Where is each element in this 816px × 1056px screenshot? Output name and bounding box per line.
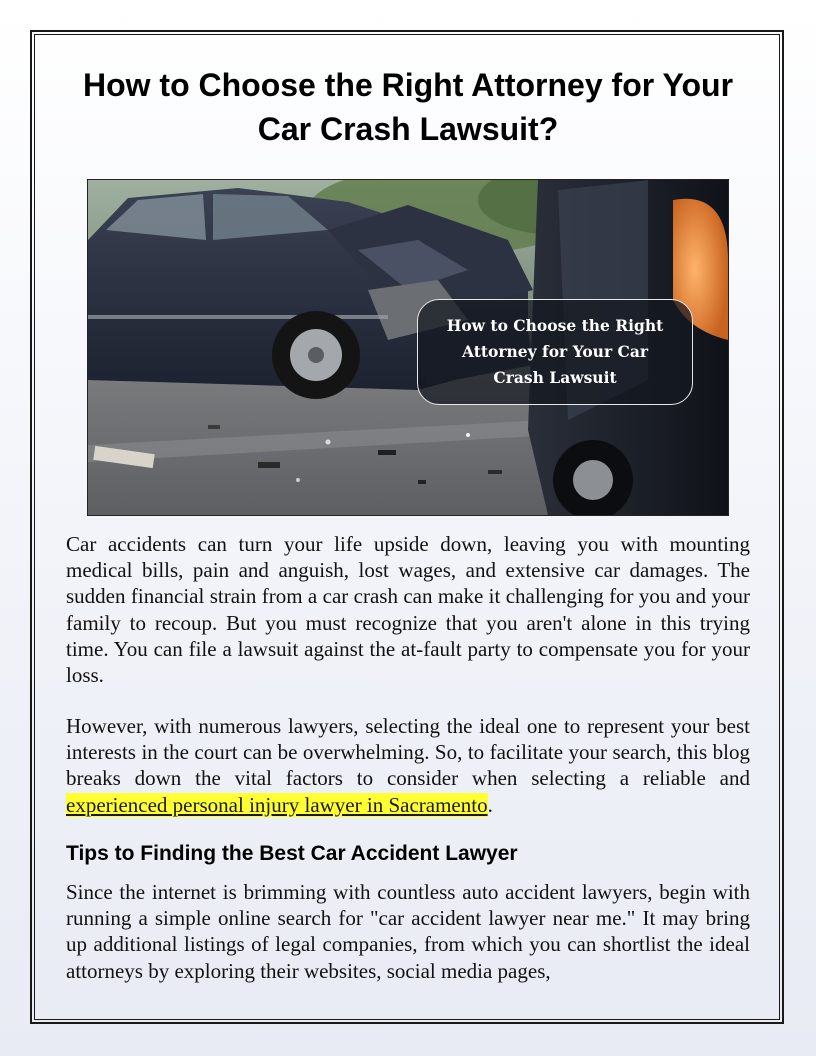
tips-paragraph: Since the internet is brimming with countless auto accident lawyers, begin with running a simple online search for "car accident lawyer near me." It may bring up additional listings of legal companies, from which you can shortlist the ideal attorneys by exploring their websites, social media pages, — [66, 880, 750, 983]
selection-paragraph-end: . — [487, 792, 493, 817]
hero-image — [87, 179, 729, 516]
personal-injury-lawyer-link[interactable]: experienced personal injury lawyer in Sacramento — [66, 792, 488, 817]
section-heading: Tips to Finding the Best Car Accident Lawyer — [66, 842, 518, 865]
document-title: How to Choose the Right Attorney for Your Car Crash Lawsuit? — [82, 67, 734, 147]
intro-paragraph: Car accidents can turn your life upside down, leaving you with mounting medical bills, pain and anguish, lost wages, and extensive car damages. The sudden financial strain from a car crash can make it challenging for you and your family to recoup. But you must recognize that you aren't alone in this trying time. You can file a lawsuit against the at-fault party to compensate you for your loss. — [66, 532, 750, 688]
hero-caption-overlay: How to Choose the Right Attorney for Your Car Crash Lawsuit — [417, 299, 693, 405]
selection-paragraph-text: However, with numerous lawyers, selecting the ideal one to represent your best interests in the court can be overwhelming. So, to facilitate your search, this blog breaks down the vital factors to consider when selecting a reliable and — [66, 714, 750, 791]
selection-paragraph — [66, 713, 750, 818]
